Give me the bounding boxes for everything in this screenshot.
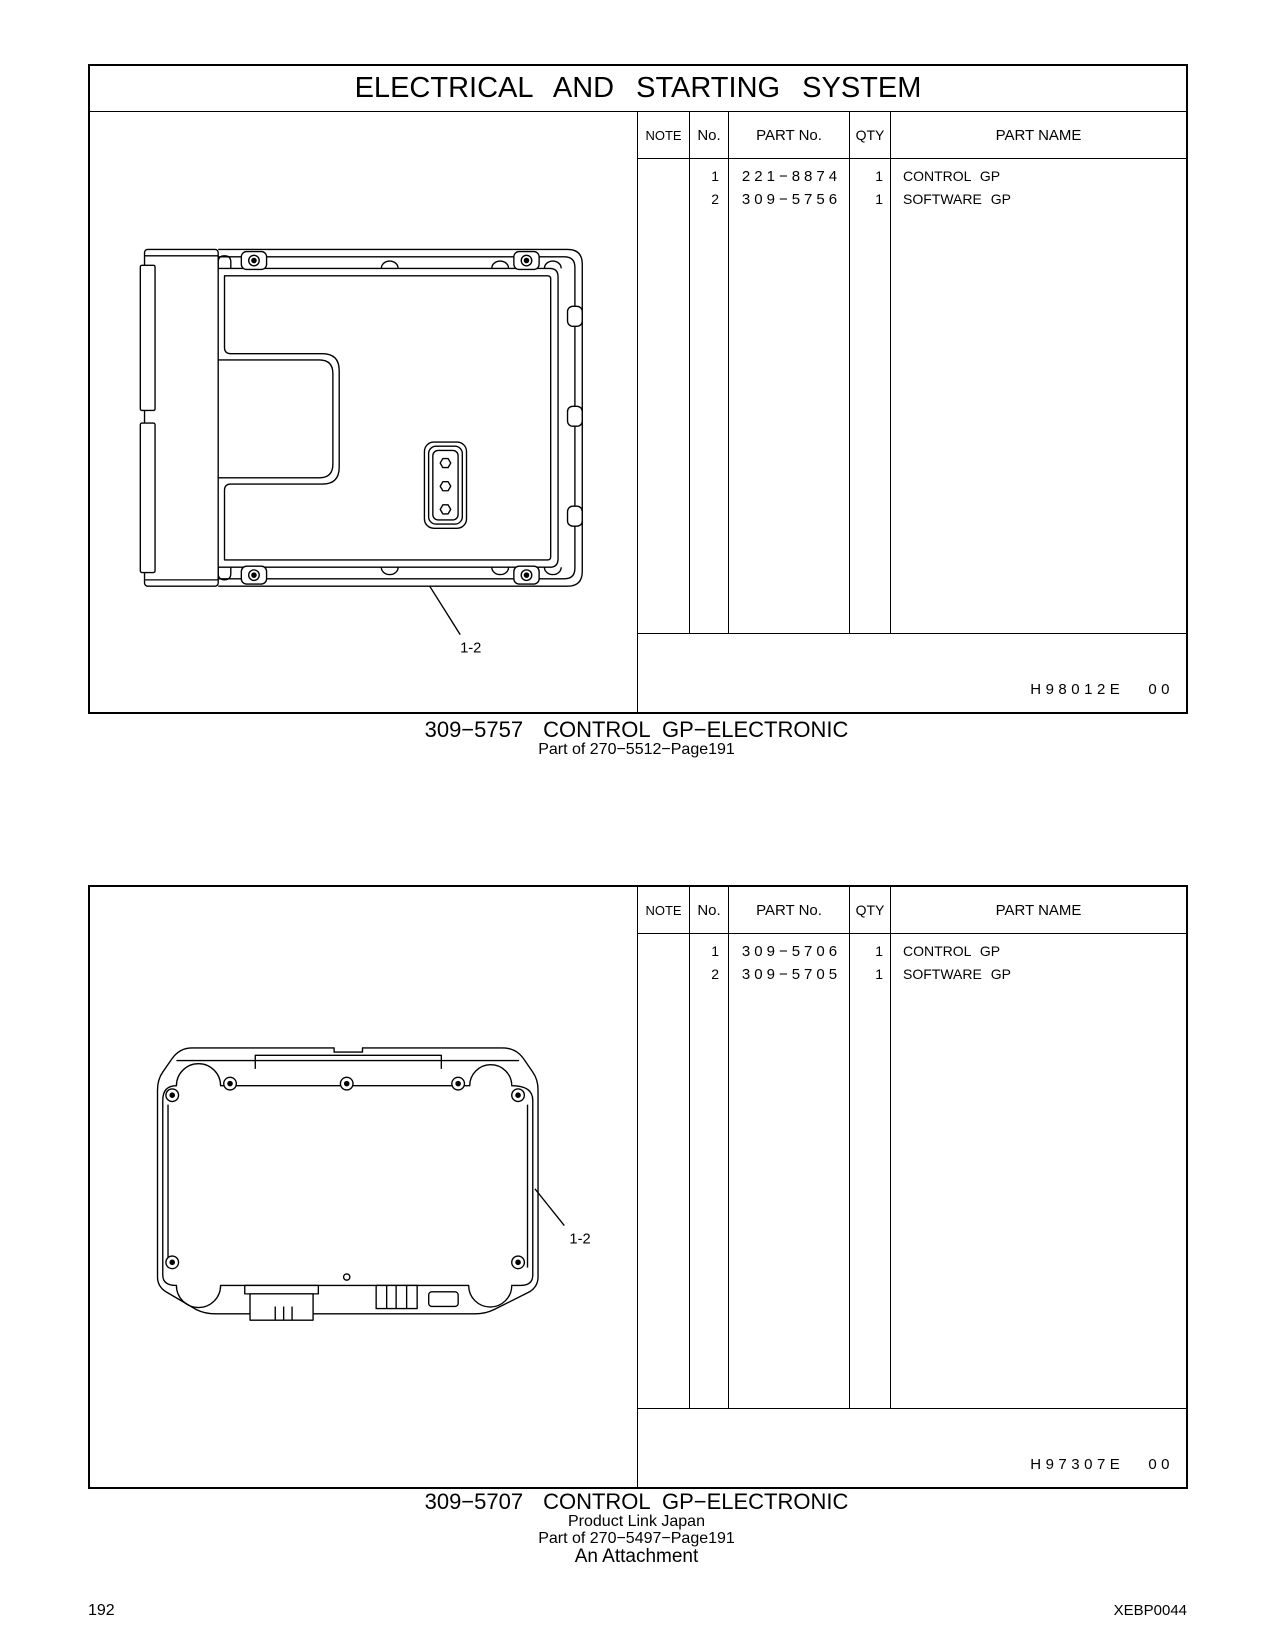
part-name: CONTROL GP <box>903 943 1001 959</box>
figure-reference <box>638 1409 1186 1487</box>
caption-part-name: CONTROL GP−ELECTRONIC <box>543 717 849 742</box>
parts-table <box>637 887 1186 1487</box>
section-title: ELECTRICAL AND STARTING SYSTEM <box>90 66 1186 112</box>
figure-code: H97307E <box>1030 1456 1125 1473</box>
connector-block <box>140 249 218 586</box>
harness-connector <box>424 442 466 528</box>
header-part-number: PART No. <box>729 887 850 933</box>
header-quantity: QTY <box>850 887 891 933</box>
table-row <box>638 188 1186 211</box>
callout-label: 1-2 <box>569 1231 591 1248</box>
parts-panel-2 <box>88 885 1188 1489</box>
caption-part-number: 309−5707 <box>424 1489 524 1514</box>
note-cell <box>638 940 690 963</box>
header-part-number: PART No. <box>729 112 850 158</box>
bottom-fasteners <box>218 566 561 584</box>
table-body <box>638 159 1186 634</box>
document-code: XEBP0044 <box>1113 1602 1187 1619</box>
quantity: 1 <box>875 191 883 207</box>
ecm-illustration <box>134 240 597 663</box>
caption-parent-reference: Part of 270−5512−Page191 <box>538 741 735 758</box>
figure-code: H98012E <box>1030 681 1125 698</box>
leader-line <box>430 586 461 634</box>
page-number: 192 <box>88 1602 115 1619</box>
parts-table <box>637 112 1186 712</box>
harness-connector-aux <box>376 1285 458 1308</box>
part-number: 221−8874 <box>741 168 842 185</box>
part-number: 309−5705 <box>741 966 842 983</box>
part-name: CONTROL GP <box>903 168 1001 184</box>
figure-caption <box>0 718 1273 758</box>
top-fasteners <box>218 252 561 270</box>
table-row <box>638 165 1186 188</box>
connector-pin <box>440 459 451 468</box>
ecm-illustration <box>147 1036 599 1331</box>
column-dividers <box>638 159 1186 633</box>
figure-reference <box>638 634 1186 712</box>
caption-part-name: CONTROL GP−ELECTRONIC <box>543 1489 849 1514</box>
caption-parent-reference: Part of 270−5497−Page191 <box>538 1530 735 1547</box>
table-header <box>638 112 1186 159</box>
caption-title <box>0 718 1273 741</box>
table-body <box>638 934 1186 1409</box>
revision-code: 00 <box>1148 681 1174 698</box>
mounting-flange <box>218 249 582 586</box>
connector-pin <box>440 482 451 491</box>
harness-connector-main <box>245 1285 319 1320</box>
table-header <box>638 887 1186 934</box>
item-number: 2 <box>711 966 719 982</box>
header-part-name: PART NAME <box>995 901 1082 919</box>
header-note: NOTE <box>638 112 690 158</box>
table-row <box>638 963 1186 986</box>
caption-attachment-note: An Attachment <box>574 1546 699 1567</box>
note-cell <box>638 165 690 188</box>
item-number: 1 <box>711 168 719 184</box>
revision-code: 00 <box>1148 1456 1174 1473</box>
part-number: 309−5706 <box>741 943 842 960</box>
leader-line <box>535 1189 564 1226</box>
item-number: 1 <box>711 943 719 959</box>
note-cell <box>638 188 690 211</box>
table-row <box>638 940 1186 963</box>
header-quantity: QTY <box>850 112 891 158</box>
header-note: NOTE <box>638 887 690 933</box>
quantity: 1 <box>875 168 883 184</box>
mounting-bolts <box>166 1077 524 1280</box>
part-name: SOFTWARE GP <box>903 191 1011 207</box>
part-name: SOFTWARE GP <box>903 966 1011 982</box>
caption-application: Product Link Japan <box>568 1513 705 1530</box>
callout-label: 1-2 <box>460 640 482 657</box>
caption-part-number: 309−5757 <box>424 717 524 742</box>
quantity: 1 <box>875 966 883 982</box>
part-number: 309−5756 <box>741 191 842 208</box>
quantity: 1 <box>875 943 883 959</box>
header-item-number: No. <box>690 887 729 933</box>
item-number: 2 <box>711 191 719 207</box>
header-part-name: PART NAME <box>995 126 1082 144</box>
parts-panel-1 <box>88 64 1188 714</box>
connector-pin <box>440 505 451 514</box>
column-dividers <box>638 934 1186 1408</box>
figure-caption <box>0 1490 1273 1566</box>
caption-title <box>0 1490 1273 1513</box>
header-item-number: No. <box>690 112 729 158</box>
housing-cover <box>218 268 558 567</box>
note-cell <box>638 963 690 986</box>
